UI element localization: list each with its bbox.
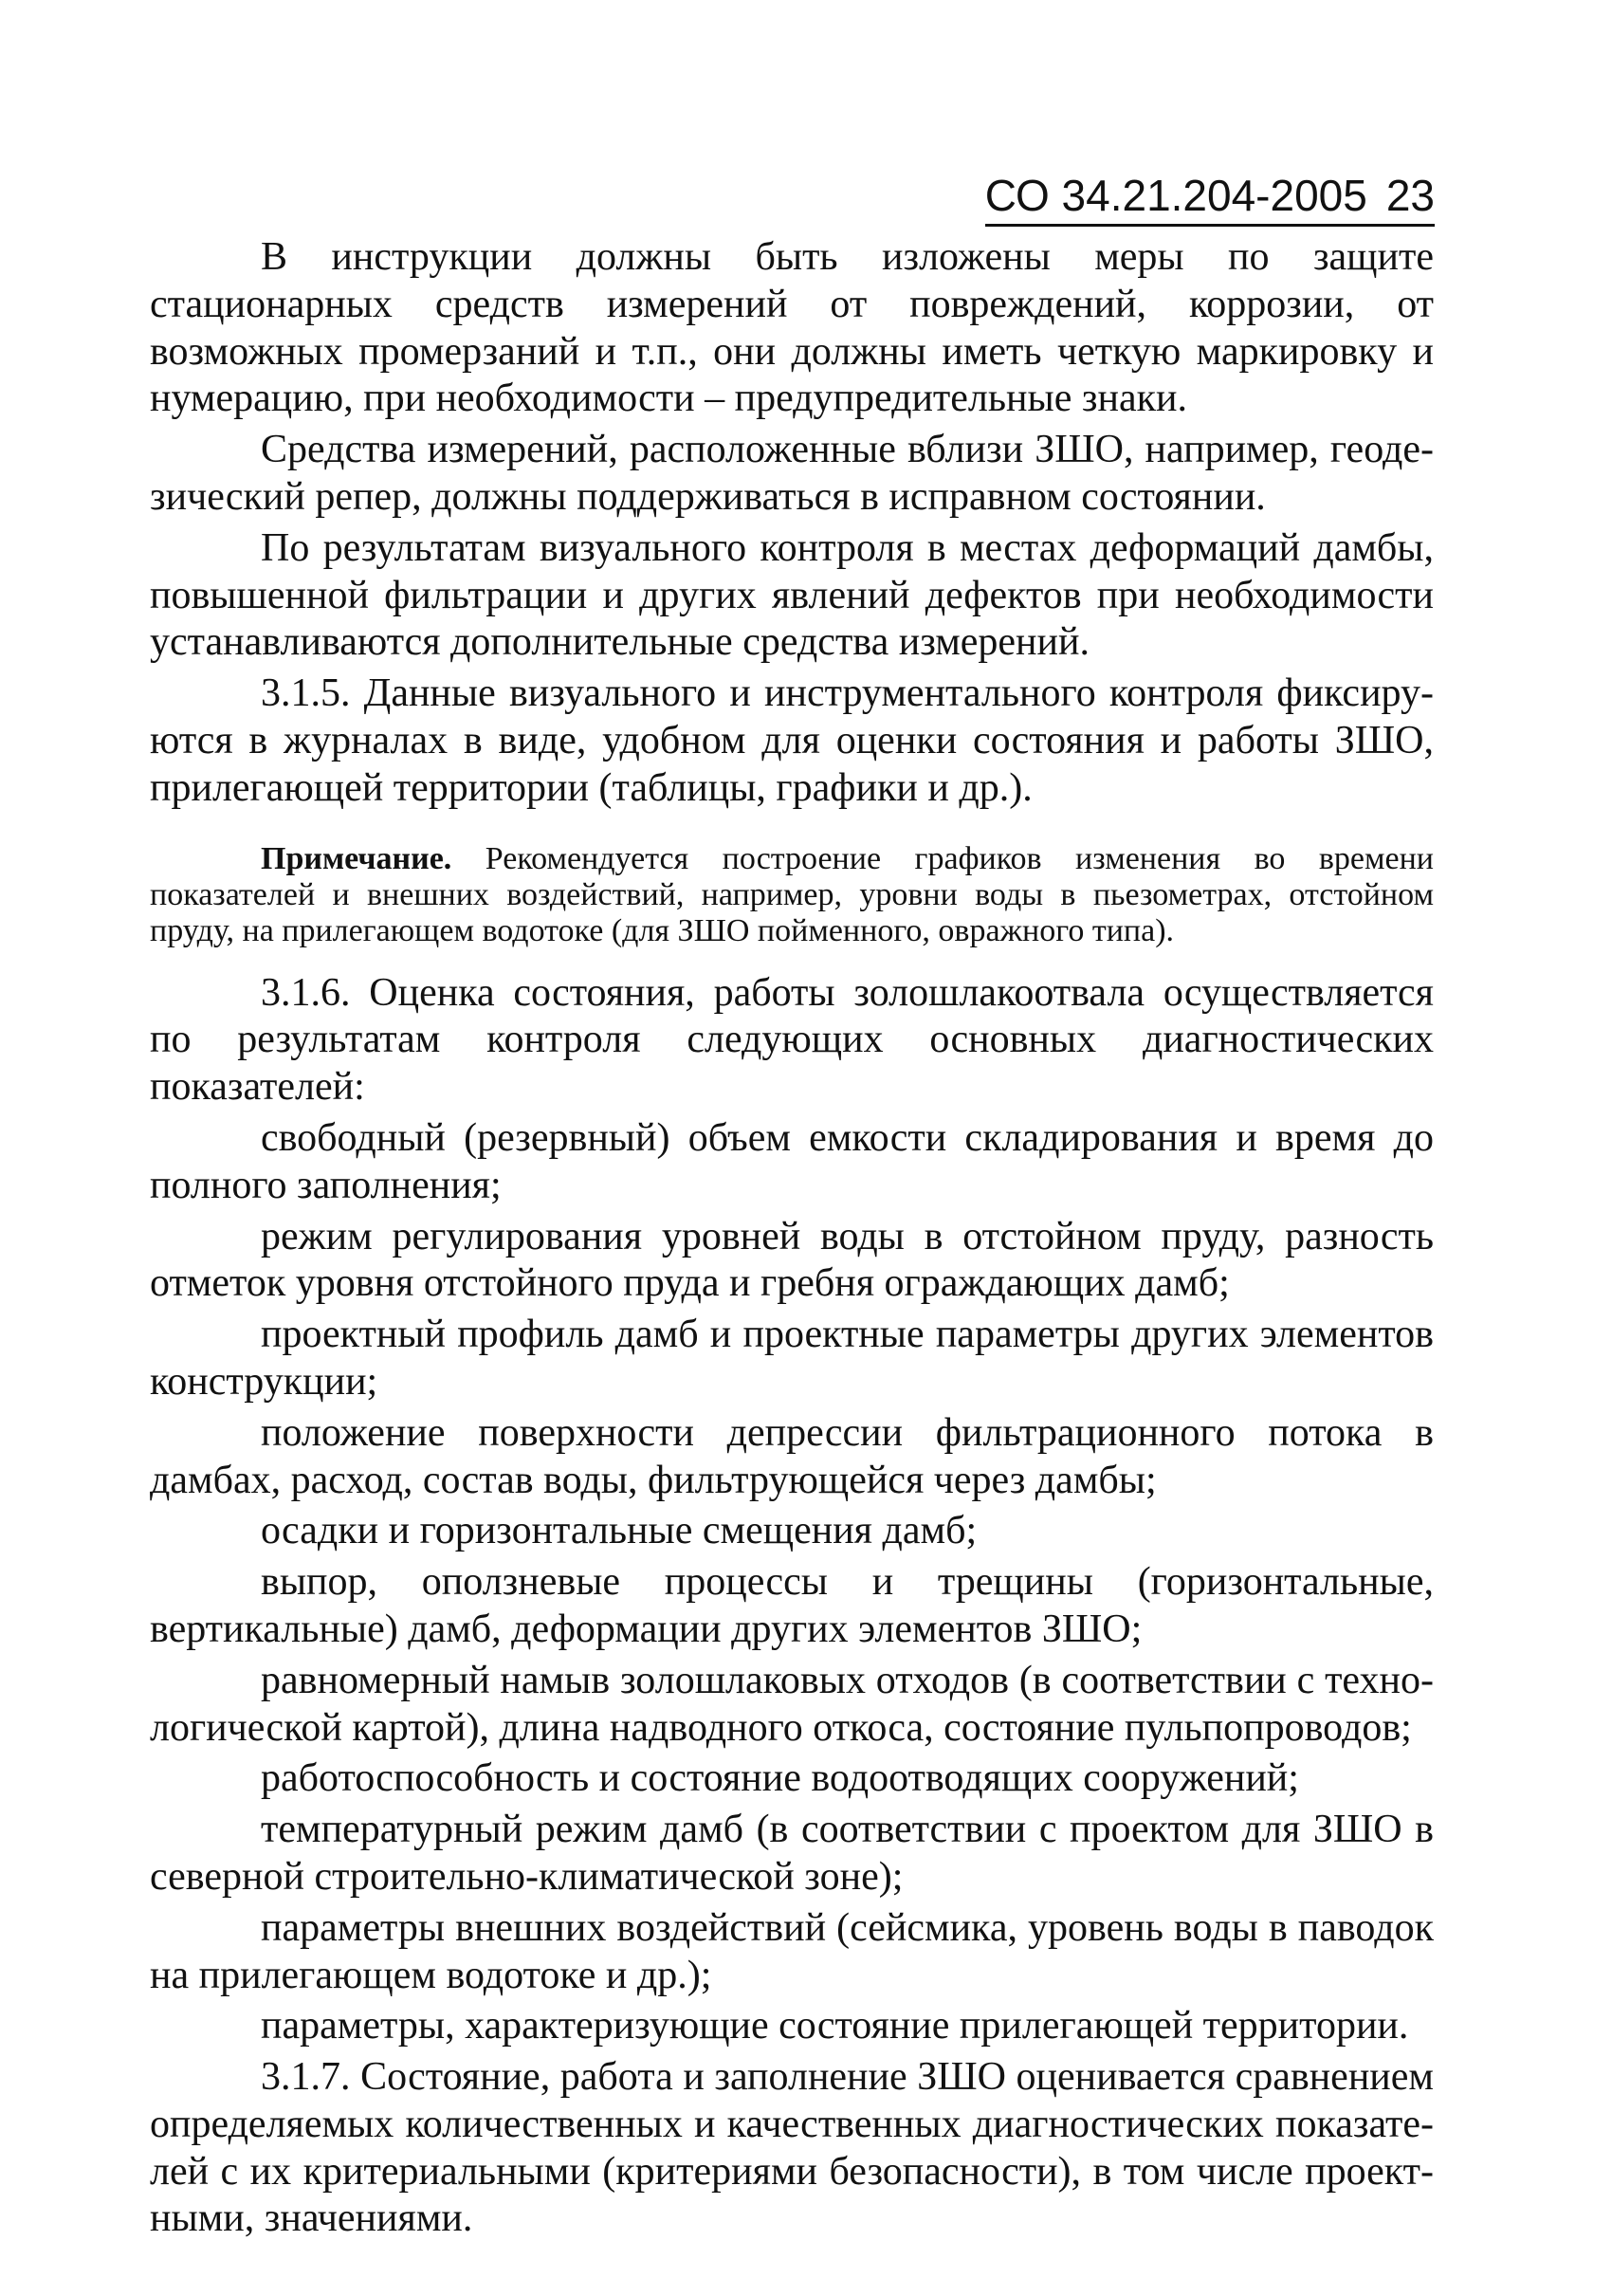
document-code: СО 34.21.204-2005: [984, 171, 1367, 220]
list-item: равномерный намыв золошлаковых отходов (в соответствии с технологической картой), длина надводного откоса, состояние пульпопроводов;: [150, 1658, 1434, 1750]
list-item: параметры внешних воздействий (сейсмика, уровень воды в паводок на прилегающем водотоке и др.);: [150, 1905, 1434, 1997]
section-3-1-7: 3.1.7. Состояние, работа и заполнение ЗШО оценивается сравнением определяемых количественных и качественных диагностических показателей с их критериальными (критериями безопасности), в том числе проектными, значениями.: [150, 2055, 1434, 2241]
running-header: [985, 169, 1435, 227]
list-item: параметры, характеризующие состояние прилегающей территории.: [261, 2004, 1409, 2048]
list-item: режим регулирования уровней воды в отстойном пруду, разность отметок уровня отстойного пруда и гребня ограждающих дамб;: [150, 1214, 1434, 1306]
section-3-1-5: 3.1.5. Данные визуального и инструментального контроля фиксируются в журналах в виде, удобном для оценки состояния и работы ЗШО, прилегающей территории (таблицы, графики и др.).: [150, 671, 1434, 810]
page-number: 23: [1385, 171, 1435, 220]
list-item: положение поверхности депрессии фильтрационного потока в дамбах, расход, состав воды, фильтрующейся через дамбы;: [150, 1410, 1434, 1502]
note-text: Рекомендуется построение графиков изменения во времени показателей и внешних воздействий, например, уровни воды в пьезометрах, отстойном пруду, на прилегающем водотоке (для ЗШО пойменного, овражного типа).: [150, 840, 1434, 948]
note-label: Примечание.: [261, 840, 452, 876]
list-item: температурный режим дамб (в соответствии с проектом для ЗШО в северной строительно-климатической зоне);: [150, 1808, 1434, 1899]
list-item: свободный (резервный) объем емкости складирования и время до полного заполнения;: [150, 1115, 1434, 1207]
list-item: осадки и горизонтальные смещения дамб;: [261, 1509, 978, 1553]
list-item: выпор, оползневые процессы и трещины (горизонтальные, вертикальные) дамб, деформации других элементов ЗШО;: [150, 1560, 1434, 1651]
paragraph-geodetic-benchmark: Средства измерений, расположенные вблизи ЗШО, например, геодезический репер, должны поддерживаться в исправном состоянии.: [150, 428, 1434, 519]
list-item: работоспособность и состояние водоотводящих сооружений;: [261, 1756, 1299, 1801]
paragraph-instructions: В инструкции должны быть изложены меры по защите стационарных средств измерений от повреждений, коррозии, от возможных промерзаний и т.п., они должны иметь четкую маркировку и нумерацию, при необходимости – предупредительные знаки.: [150, 235, 1434, 421]
body-text: [150, 234, 1434, 2243]
list-item: проектный профиль дамб и проектные параметры других элементов конструкции;: [150, 1313, 1434, 1404]
paragraph-additional-instruments: По результатам визуального контроля в местах деформаций дамбы, повышенной фильтрации и других явлений дефектов при необходимости устанавливаются дополнительные средства измерений.: [150, 525, 1434, 665]
section-3-1-6: 3.1.6. Оценка состояния, работы золошлакоотвала осуществляется по результатам контроля следующих основных диагностических показателей:: [150, 970, 1434, 1110]
note: [150, 841, 1434, 949]
